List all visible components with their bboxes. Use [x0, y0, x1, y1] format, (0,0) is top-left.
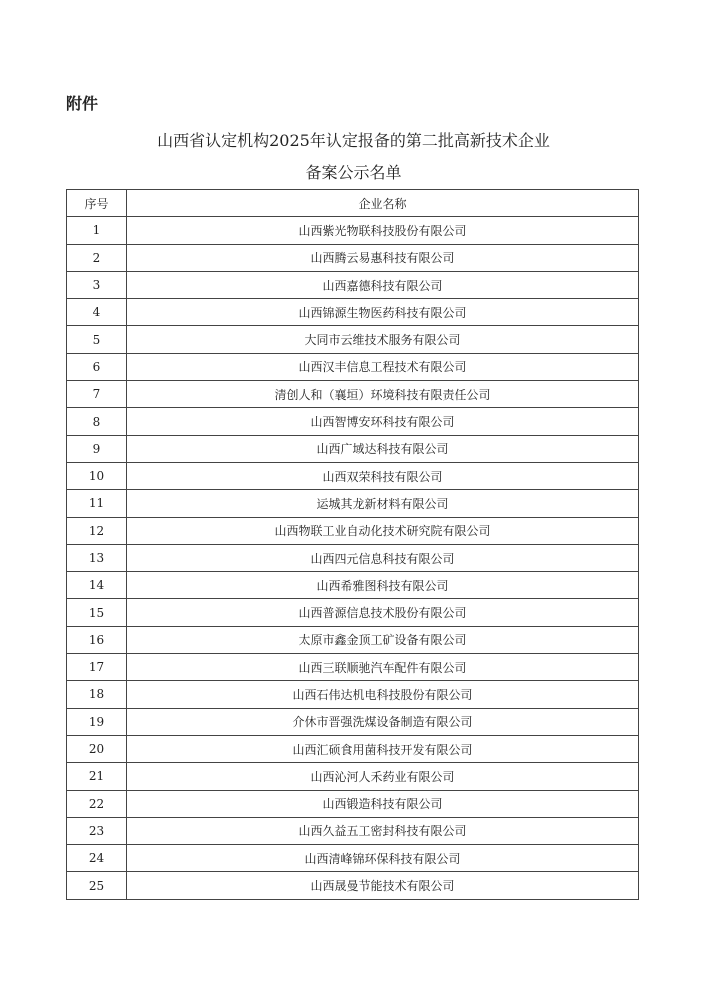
row-number: 6 [67, 353, 127, 380]
table-row [67, 381, 639, 408]
table-row [67, 217, 639, 244]
company-name: 山西物联工业自动化技术研究院有限公司 [127, 517, 639, 544]
row-number: 17 [67, 654, 127, 681]
row-number: 22 [67, 790, 127, 817]
row-number: 25 [67, 872, 127, 899]
company-name: 山西锻造科技有限公司 [127, 790, 639, 817]
row-number: 7 [67, 381, 127, 408]
company-name: 山西智博安环科技有限公司 [127, 408, 639, 435]
table-row [67, 299, 639, 326]
table-row [67, 790, 639, 817]
row-number: 3 [67, 271, 127, 298]
table-row [67, 872, 639, 899]
row-number: 13 [67, 544, 127, 571]
company-name: 介休市晋强洗煤设备制造有限公司 [127, 708, 639, 735]
company-name: 山西普源信息技术股份有限公司 [127, 599, 639, 626]
table-row [67, 735, 639, 762]
company-name: 山西希雅图科技有限公司 [127, 572, 639, 599]
table-row [67, 462, 639, 489]
company-name: 山西沁河人禾药业有限公司 [127, 763, 639, 790]
row-number: 23 [67, 817, 127, 844]
table-row [67, 763, 639, 790]
row-number: 10 [67, 462, 127, 489]
company-name: 山西四元信息科技有限公司 [127, 544, 639, 571]
table-row [67, 408, 639, 435]
table-row [67, 353, 639, 380]
table-row [67, 817, 639, 844]
table-row [67, 244, 639, 271]
company-name: 山西清峰锦环保科技有限公司 [127, 845, 639, 872]
table-row [67, 271, 639, 298]
row-number: 11 [67, 490, 127, 517]
row-number: 8 [67, 408, 127, 435]
table-row [67, 599, 639, 626]
row-number: 1 [67, 217, 127, 244]
table-row [67, 626, 639, 653]
company-name: 山西久益五工密封科技有限公司 [127, 817, 639, 844]
company-name: 山西嘉德科技有限公司 [127, 271, 639, 298]
row-number: 12 [67, 517, 127, 544]
table-row [67, 490, 639, 517]
company-name: 山西石伟达机电科技股份有限公司 [127, 681, 639, 708]
row-number: 24 [67, 845, 127, 872]
company-name: 山西双荣科技有限公司 [127, 462, 639, 489]
row-number: 15 [67, 599, 127, 626]
company-name: 山西腾云易惠科技有限公司 [127, 244, 639, 271]
company-name: 大同市云维技术服务有限公司 [127, 326, 639, 353]
row-number: 21 [67, 763, 127, 790]
row-number: 2 [67, 244, 127, 271]
row-number: 4 [67, 299, 127, 326]
table-row [67, 326, 639, 353]
table-row [67, 517, 639, 544]
company-name: 山西三联顺驰汽车配件有限公司 [127, 654, 639, 681]
table-row [67, 544, 639, 571]
row-number: 14 [67, 572, 127, 599]
table-row [67, 435, 639, 462]
company-name: 太原市鑫金顶工矿设备有限公司 [127, 626, 639, 653]
company-name: 清创人和（襄垣）环境科技有限责任公司 [127, 381, 639, 408]
attachment-label: 附件 [66, 94, 99, 113]
row-number: 18 [67, 681, 127, 708]
title-line-2: 备案公示名单 [305, 163, 402, 182]
company-name: 山西紫光物联科技股份有限公司 [127, 217, 639, 244]
column-header-company-name: 企业名称 [127, 190, 639, 217]
row-number: 5 [67, 326, 127, 353]
company-name: 山西锦源生物医药科技有限公司 [127, 299, 639, 326]
row-number: 9 [67, 435, 127, 462]
row-number: 19 [67, 708, 127, 735]
row-number: 16 [67, 626, 127, 653]
title-line-1: 山西省认定机构2025年认定报备的第二批高新技术企业 [157, 131, 550, 150]
table-row [67, 845, 639, 872]
table-row [67, 654, 639, 681]
company-name: 山西广域达科技有限公司 [127, 435, 639, 462]
table-header-row [67, 190, 639, 217]
company-table [66, 189, 639, 900]
company-name: 运城其龙新材料有限公司 [127, 490, 639, 517]
column-header-number: 序号 [67, 190, 127, 217]
company-name: 山西汇硕食用菌科技开发有限公司 [127, 735, 639, 762]
company-name: 山西晟曼节能技术有限公司 [127, 872, 639, 899]
table-row [67, 572, 639, 599]
company-name: 山西汉丰信息工程技术有限公司 [127, 353, 639, 380]
table-row [67, 708, 639, 735]
row-number: 20 [67, 735, 127, 762]
table-row [67, 681, 639, 708]
